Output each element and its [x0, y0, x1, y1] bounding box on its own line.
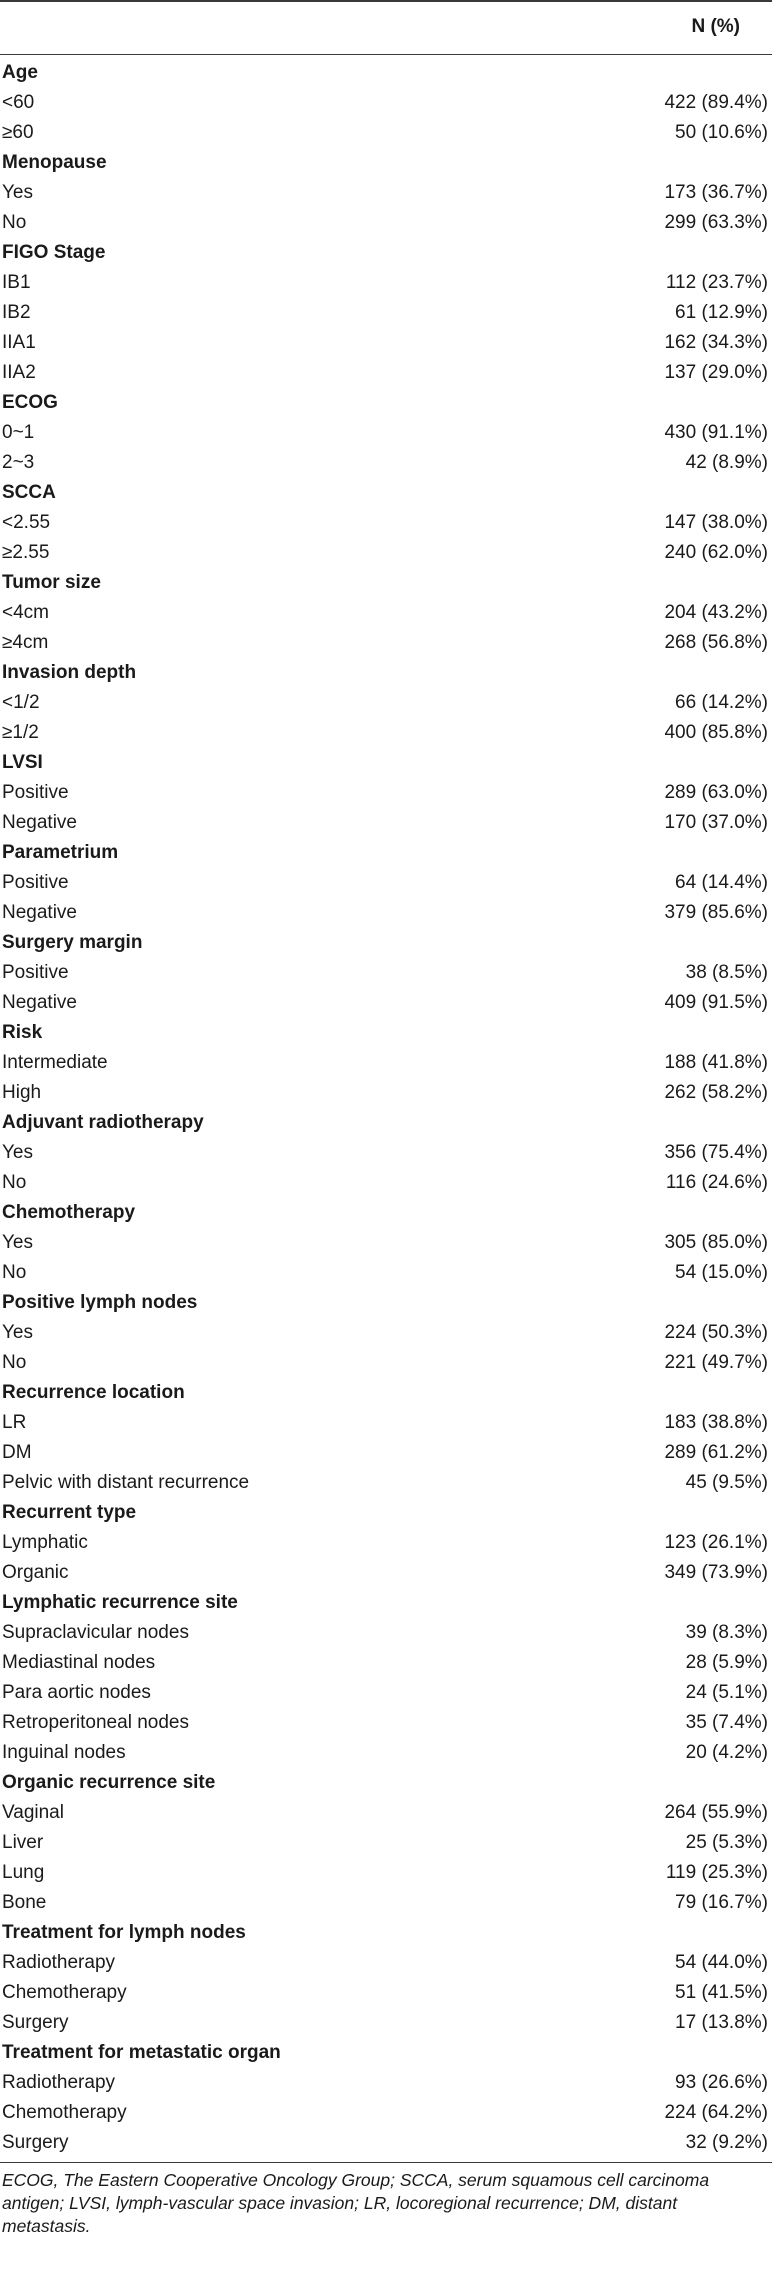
table-group-header-row — [0, 928, 772, 958]
group-label: Adjuvant radiotherapy — [2, 1112, 204, 1133]
group-label: Risk — [2, 1022, 43, 1043]
row-label: Positive — [2, 962, 69, 983]
row-value: 50 (10.6%) — [675, 122, 768, 143]
row-value: 204 (43.2%) — [664, 602, 768, 623]
group-label: LVSI — [2, 752, 43, 773]
row-value: 170 (37.0%) — [664, 812, 768, 833]
row-value: 162 (34.3%) — [664, 332, 768, 353]
row-label: Retroperitoneal nodes — [2, 1712, 189, 1733]
table-row — [0, 448, 772, 478]
row-label: Bone — [2, 1892, 47, 1913]
row-value: 123 (26.1%) — [664, 1532, 768, 1553]
table-row — [0, 1348, 772, 1378]
table-row — [0, 88, 772, 118]
group-label: Age — [2, 62, 38, 83]
row-label: Lymphatic — [2, 1532, 88, 1553]
row-value: 137 (29.0%) — [664, 362, 768, 383]
group-label: Lymphatic recurrence site — [2, 1592, 238, 1613]
table-row — [0, 1048, 772, 1078]
table-row — [0, 358, 772, 388]
row-label: No — [2, 1352, 27, 1373]
row-label: Negative — [2, 812, 77, 833]
row-value: 20 (4.2%) — [685, 1742, 768, 1763]
table-row — [0, 1228, 772, 1258]
row-label: ≥1/2 — [2, 722, 39, 743]
row-label: Lung — [2, 1862, 45, 1883]
table-row — [0, 1738, 772, 1768]
group-label: Recurrent type — [2, 1502, 137, 1523]
row-value: 264 (55.9%) — [664, 1802, 768, 1823]
group-label: Surgery margin — [2, 932, 143, 953]
table-row — [0, 1948, 772, 1978]
row-value: 35 (7.4%) — [685, 1712, 768, 1733]
table-row — [0, 1468, 772, 1498]
group-label: Positive lymph nodes — [2, 1292, 198, 1313]
row-label: Pelvic with distant recurrence — [2, 1472, 250, 1493]
row-value: 38 (8.5%) — [685, 962, 768, 983]
table-group-header-row — [0, 478, 772, 508]
row-value: 221 (49.7%) — [664, 1352, 768, 1373]
row-label: Chemotherapy — [2, 1982, 127, 2003]
table-footnote: ECOG, The Eastern Cooperative Oncology Group; SCCA, serum squamous cell carcinoma antigen; LVSI, lymph-vascular space invasion; LR, locoregional recurrence; DM, distant metastasis. — [2, 2170, 710, 2236]
row-label: Yes — [2, 182, 33, 203]
table-row — [0, 1078, 772, 1108]
table-row — [0, 688, 772, 718]
row-label: IB1 — [2, 272, 31, 293]
row-value: 147 (38.0%) — [664, 512, 768, 533]
table-group-header-row — [0, 1498, 772, 1528]
row-value: 28 (5.9%) — [685, 1652, 768, 1673]
row-value: 188 (41.8%) — [664, 1052, 768, 1073]
row-value: 54 (44.0%) — [675, 1952, 768, 1973]
group-label: Tumor size — [2, 572, 101, 593]
group-label: Menopause — [2, 152, 107, 173]
row-label: DM — [2, 1442, 32, 1463]
table-row — [0, 2068, 772, 2098]
table-group-header-row — [0, 1588, 772, 1618]
table-row — [0, 1138, 772, 1168]
row-label: 0~1 — [2, 422, 35, 443]
row-value: 112 (23.7%) — [665, 272, 768, 293]
row-value: 64 (14.4%) — [675, 872, 768, 893]
group-label: Treatment for metastatic organ — [2, 2042, 281, 2063]
row-label: <60 — [2, 92, 35, 113]
row-value: 173 (36.7%) — [664, 182, 768, 203]
table-row — [0, 118, 772, 148]
row-value: 45 (9.5%) — [685, 1472, 768, 1493]
group-label: Parametrium — [2, 842, 119, 863]
table-group-header-row — [0, 1918, 772, 1948]
row-value: 25 (5.3%) — [685, 1832, 768, 1853]
row-label: Organic — [2, 1562, 69, 1583]
table-row — [0, 208, 772, 238]
row-value: 305 (85.0%) — [664, 1232, 768, 1253]
row-label: Intermediate — [2, 1052, 108, 1073]
table-row — [0, 988, 772, 1018]
row-value: 39 (8.3%) — [685, 1622, 768, 1643]
row-label: LR — [2, 1412, 27, 1433]
table-row — [0, 1168, 772, 1198]
row-label: <2.55 — [2, 512, 51, 533]
table-row — [0, 1978, 772, 2008]
table-group-header-row — [0, 568, 772, 598]
row-label: Positive — [2, 872, 69, 893]
table-row — [0, 508, 772, 538]
row-value: 79 (16.7%) — [675, 1892, 768, 1913]
row-label: Para aortic nodes — [2, 1682, 151, 1703]
row-value: 93 (26.6%) — [675, 2072, 768, 2093]
table-row — [0, 178, 772, 208]
row-value: 289 (61.2%) — [664, 1442, 768, 1463]
row-label: Inguinal nodes — [2, 1742, 126, 1763]
table-body — [0, 55, 772, 2158]
row-value: 409 (91.5%) — [664, 992, 768, 1013]
row-label: Surgery — [2, 2012, 69, 2033]
row-label: 2~3 — [2, 452, 35, 473]
table-row — [0, 1528, 772, 1558]
row-value: 262 (58.2%) — [664, 1082, 768, 1103]
table-row — [0, 718, 772, 748]
row-label: Surgery — [2, 2132, 69, 2153]
row-value: 66 (14.2%) — [675, 692, 768, 713]
table-group-header-row — [0, 238, 772, 268]
table-row — [0, 418, 772, 448]
row-value: 54 (15.0%) — [675, 1262, 768, 1283]
row-label: IB2 — [2, 302, 31, 323]
row-label: Yes — [2, 1232, 33, 1253]
column-header-n-percent: N (%) — [691, 16, 740, 37]
row-value: 379 (85.6%) — [664, 902, 768, 923]
table-row — [0, 298, 772, 328]
table-row — [0, 268, 772, 298]
table-group-header-row — [0, 148, 772, 178]
row-label: Yes — [2, 1322, 33, 1343]
row-label: High — [2, 1082, 42, 1103]
row-value: 356 (75.4%) — [664, 1142, 768, 1163]
group-label: Treatment for lymph nodes — [2, 1922, 246, 1943]
row-value: 289 (63.0%) — [664, 782, 768, 803]
table-group-header-row — [0, 838, 772, 868]
row-label: Liver — [2, 1832, 44, 1853]
row-label: Chemotherapy — [2, 2102, 127, 2123]
table-row — [0, 898, 772, 928]
row-label: IIA2 — [2, 362, 36, 383]
row-label: Supraclavicular nodes — [2, 1622, 189, 1643]
row-label: Yes — [2, 1142, 33, 1163]
table-row — [0, 2008, 772, 2038]
table-row — [0, 2098, 772, 2128]
group-label: FIGO Stage — [2, 242, 106, 263]
table-group-header-row — [0, 748, 772, 778]
table-group-header-row — [0, 1768, 772, 1798]
row-label: Positive — [2, 782, 69, 803]
table-row — [0, 1648, 772, 1678]
row-value: 400 (85.8%) — [664, 722, 768, 743]
row-value: 24 (5.1%) — [685, 1682, 768, 1703]
row-label: No — [2, 1172, 27, 1193]
table-row — [0, 598, 772, 628]
table-row — [0, 808, 772, 838]
row-label: No — [2, 1262, 27, 1283]
group-label: Recurrence location — [2, 1382, 185, 1403]
group-label: ECOG — [2, 392, 58, 413]
row-value: 430 (91.1%) — [664, 422, 768, 443]
row-value: 349 (73.9%) — [664, 1562, 768, 1583]
row-value: 51 (41.5%) — [675, 1982, 768, 2003]
table-row — [0, 628, 772, 658]
group-label: Organic recurrence site — [2, 1772, 216, 1793]
table-row — [0, 2128, 772, 2158]
table-row — [0, 1888, 772, 1918]
row-value: 268 (56.8%) — [664, 632, 768, 653]
row-value: 422 (89.4%) — [664, 92, 768, 113]
table-group-header-row — [0, 388, 772, 418]
row-value: 224 (64.2%) — [664, 2102, 768, 2123]
group-label: Invasion depth — [2, 662, 137, 683]
table-row — [0, 538, 772, 568]
table-row — [0, 1258, 772, 1288]
row-label: Negative — [2, 902, 77, 923]
row-label: Mediastinal nodes — [2, 1652, 156, 1673]
table-group-header-row — [0, 1018, 772, 1048]
row-label: <4cm — [2, 602, 49, 623]
row-label: Radiotherapy — [2, 2072, 116, 2093]
row-label: ≥60 — [2, 122, 34, 143]
table-row — [0, 778, 772, 808]
table-group-header-row — [0, 2038, 772, 2068]
row-value: 240 (62.0%) — [664, 542, 768, 563]
table-row — [0, 958, 772, 988]
row-label: Negative — [2, 992, 77, 1013]
row-value: 17 (13.8%) — [675, 2012, 768, 2033]
table-row — [0, 1618, 772, 1648]
group-label: Chemotherapy — [2, 1202, 136, 1223]
row-value: 116 (24.6%) — [665, 1172, 768, 1193]
table-row — [0, 1858, 772, 1888]
table-row — [0, 1678, 772, 1708]
row-value: 42 (8.9%) — [685, 452, 768, 473]
table-row — [0, 1408, 772, 1438]
row-label: IIA1 — [2, 332, 36, 353]
row-value: 119 (25.3%) — [665, 1862, 768, 1883]
table-row — [0, 328, 772, 358]
table-group-header-row — [0, 1378, 772, 1408]
table-row — [0, 1708, 772, 1738]
row-label: Radiotherapy — [2, 1952, 116, 1973]
table-group-header-row — [0, 1288, 772, 1318]
table-row — [0, 1438, 772, 1468]
row-label: ≥2.55 — [2, 542, 50, 563]
table-row — [0, 1798, 772, 1828]
row-value: 32 (9.2%) — [685, 2132, 768, 2153]
row-label: <1/2 — [2, 692, 40, 713]
table-row — [0, 1828, 772, 1858]
table-header-row — [0, 2, 772, 54]
row-label: No — [2, 212, 27, 233]
row-label: ≥4cm — [2, 632, 49, 653]
table-group-header-row — [0, 1198, 772, 1228]
table-row — [0, 1558, 772, 1588]
table-group-header-row — [0, 658, 772, 688]
row-value: 299 (63.3%) — [664, 212, 768, 233]
table-row — [0, 1318, 772, 1348]
row-value: 224 (50.3%) — [664, 1322, 768, 1343]
row-value: 61 (12.9%) — [675, 302, 768, 323]
table-row — [0, 868, 772, 898]
table-group-header-row — [0, 1108, 772, 1138]
row-value: 183 (38.8%) — [664, 1412, 768, 1433]
row-label: Vaginal — [2, 1802, 64, 1823]
table-group-header-row — [0, 58, 772, 88]
group-label: SCCA — [2, 482, 56, 503]
